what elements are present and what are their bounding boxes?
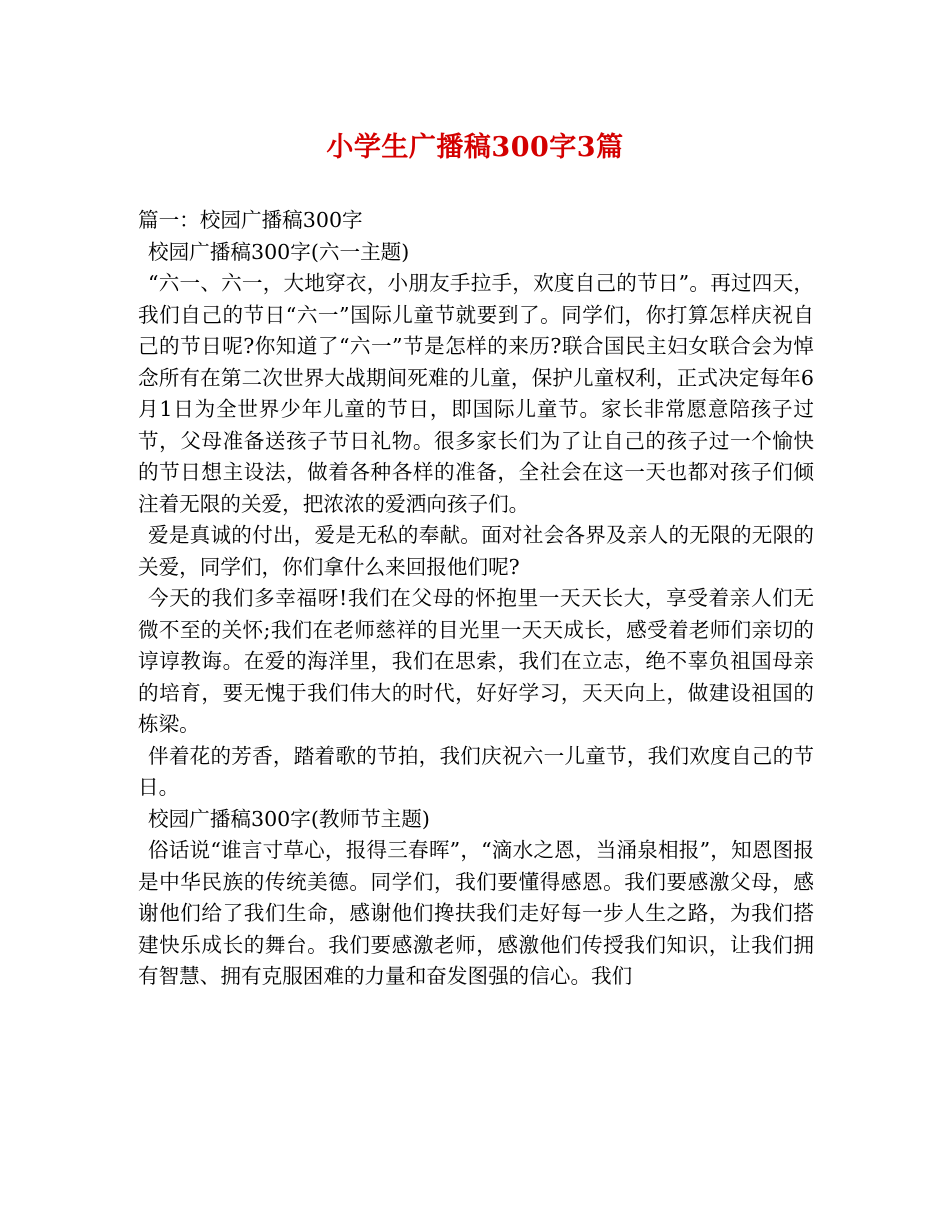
body-paragraph: 爱是真诚的付出，爱是无私的奉献。面对社会各界及亲人的无限的无限的关爱，同学们，你们拿什么来回报他们呢? (138, 523, 814, 579)
document-body (138, 205, 814, 993)
section-heading: 篇一：校园广播稿300字 (138, 208, 363, 232)
document-title: 小学生广播稿300字3篇 (326, 132, 624, 163)
body-paragraph: 伴着花的芳香，踏着歌的节拍，我们庆祝六一儿童节，我们欢度自己的节日。 (138, 743, 814, 799)
body-paragraph: 俗话说“谁言寸草心，报得三春晖”，“滴水之恩，当涌泉相报”，知恩图报是中华民族的传统美德。同学们，我们要懂得感恩。我们要感激父母，感谢他们给了我们生命，感谢他们搀扶我们走好每一步人生之路，为我们搭建快乐成长的舞台。我们要感激老师，感激他们传授我们知识，让我们拥有智慧、拥有克服困难的力量和奋发图强的信心。我们 (138, 838, 814, 988)
subsection-heading: 校园广播稿300字(教师节主题) (148, 806, 430, 831)
body-paragraph: “六一、六一，大地穿衣，小朋友手拉手，欢度自己的节日”。再过四天，我们自己的节日“六一”国际儿童节就要到了。同学们，你打算怎样庆祝自己的节日呢?你知道了“六一”节是怎样的来历?联合国民主妇女联合会为悼念所有在第二次世界大战期间死难的儿童，保护儿童权利，正式决定每年6月1日为全世界少年儿童的节日，即国际儿童节。家长非常愿意陪孩子过节，父母准备送孩子节日礼物。很多家长们为了让自己的孩子过一个愉快的节日想主设法，做着各种各样的准备，全社会在这一天也都对孩子们倾注着无限的关爱，把浓浓的爱洒向孩子们。 (138, 271, 814, 516)
subsection-heading: 校园广播稿300字(六一主题) (148, 239, 410, 264)
body-paragraph: 今天的我们多幸福呀!我们在父母的怀抱里一天天长大，享受着亲人们无微不至的关怀;我们在老师慈祥的目光里一天天成长，感受着老师们亲切的谆谆教诲。在爱的海洋里，我们在思索，我们在立志，绝不辜负祖国母亲的培育，要无愧于我们伟大的时代，好好学习，天天向上，做建设祖国的栋梁。 (138, 586, 814, 736)
